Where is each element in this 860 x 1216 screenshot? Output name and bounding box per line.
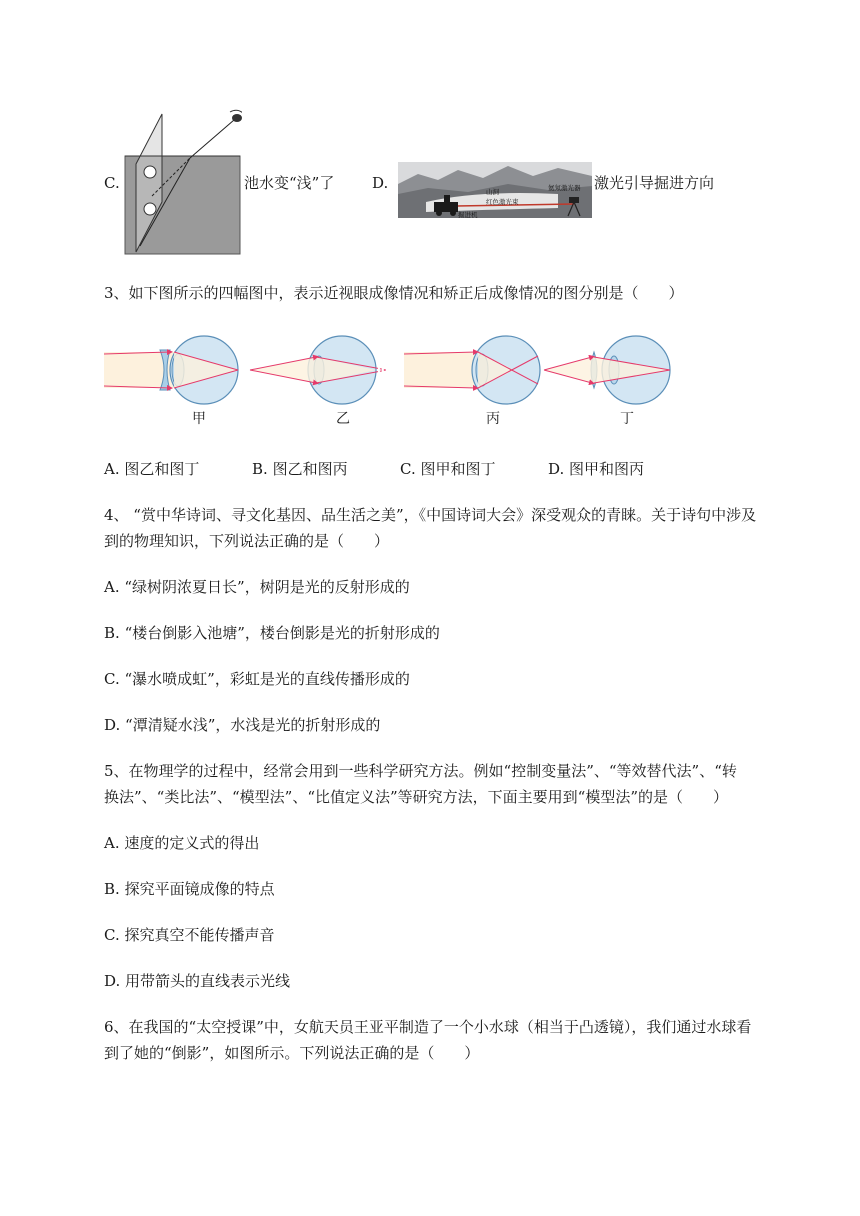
q4-option-b[interactable]: B. “楼台倒影入池塘”，楼台倒影是光的折射形成的 [104,624,440,642]
q5-option-a[interactable]: A. 速度的定义式的得出 [104,834,260,852]
q3-option-b[interactable]: B. 图乙和图丙 [252,460,348,478]
q4-option-c[interactable]: C. “瀑水喷成虹”，彩虹是光的直线传播形成的 [104,670,410,688]
q4-stem-line1: 4、 “赏中华诗词、寻文化基因、品生活之美”，《中国诗词大会》深受观众的青睐。关于诗句中涉及 [104,506,757,524]
eye-figure-yi [250,336,386,404]
figure-label-ding: 丁 [620,411,634,427]
eye-diagrams-figure [104,330,674,430]
q3-stem: 3、如下图所示的四幅图中，表示近视眼成像情况和矫正后成像情况的图分别是（ ） [104,284,684,302]
q2-option-c-caption: 池水变“浅”了 [244,174,335,192]
q2-option-d-label[interactable]: D. [372,174,389,192]
q6-stem-line1: 6、在我国的“太空授课”中，女航天员王亚平制造了一个小水球（相当于凸透镜），我们通过水球看 [104,1018,752,1036]
q5-option-d[interactable]: D. 用带箭头的直线表示光线 [104,972,291,990]
q5-stem-line1: 5、在物理学的过程中，经常会用到一些科学研究方法。例如“控制变量法”、“等效替代法”、“转 [104,762,737,780]
label-laser-device: 氦氖激光器 [548,184,581,192]
q5-stem-line2: 换法”、“类比法”、“模型法”、“比值定义法”等研究方法，下面主要用到“模型法”的是（ ） [104,788,729,806]
q6-stem-line2: 到了她的“倒影”，如图所示。下列说法正确的是（ ） [104,1044,480,1062]
q5-option-c[interactable]: C. 探究真空不能传播声音 [104,926,275,944]
label-cave: 山洞 [486,188,499,196]
label-beam: 红色激光束 [486,198,519,206]
q4-option-a[interactable]: A. “绿树阴浓夏日长”，树阴是光的反射形成的 [104,578,410,596]
q3-option-c[interactable]: C. 图甲和图丁 [400,460,496,478]
q2-option-c-label[interactable]: C. [104,174,120,192]
pool-water-shallow-figure [122,106,242,256]
q4-option-d[interactable]: D. “潭清疑水浅”，水浅是光的折射形成的 [104,716,381,734]
eye-figure-jia [104,336,238,404]
q2-option-d-caption: 激光引导掘进方向 [594,174,715,192]
label-machine: 掘进机 [458,211,478,218]
q5-option-b[interactable]: B. 探究平面镜成像的特点 [104,880,275,898]
laser-tunnel-figure [398,162,592,218]
eye-figure-ding [544,336,670,404]
figure-label-jia: 甲 [192,411,206,427]
q3-option-d[interactable]: D. 图甲和图丙 [548,460,645,478]
figure-label-yi: 乙 [336,411,350,427]
q3-option-a[interactable]: A. 图乙和图丁 [104,460,200,478]
eye-figure-bing [404,336,540,404]
q4-stem-line2: 到的物理知识，下列说法正确的是（ ） [104,532,390,550]
figure-label-bing: 丙 [486,411,500,427]
